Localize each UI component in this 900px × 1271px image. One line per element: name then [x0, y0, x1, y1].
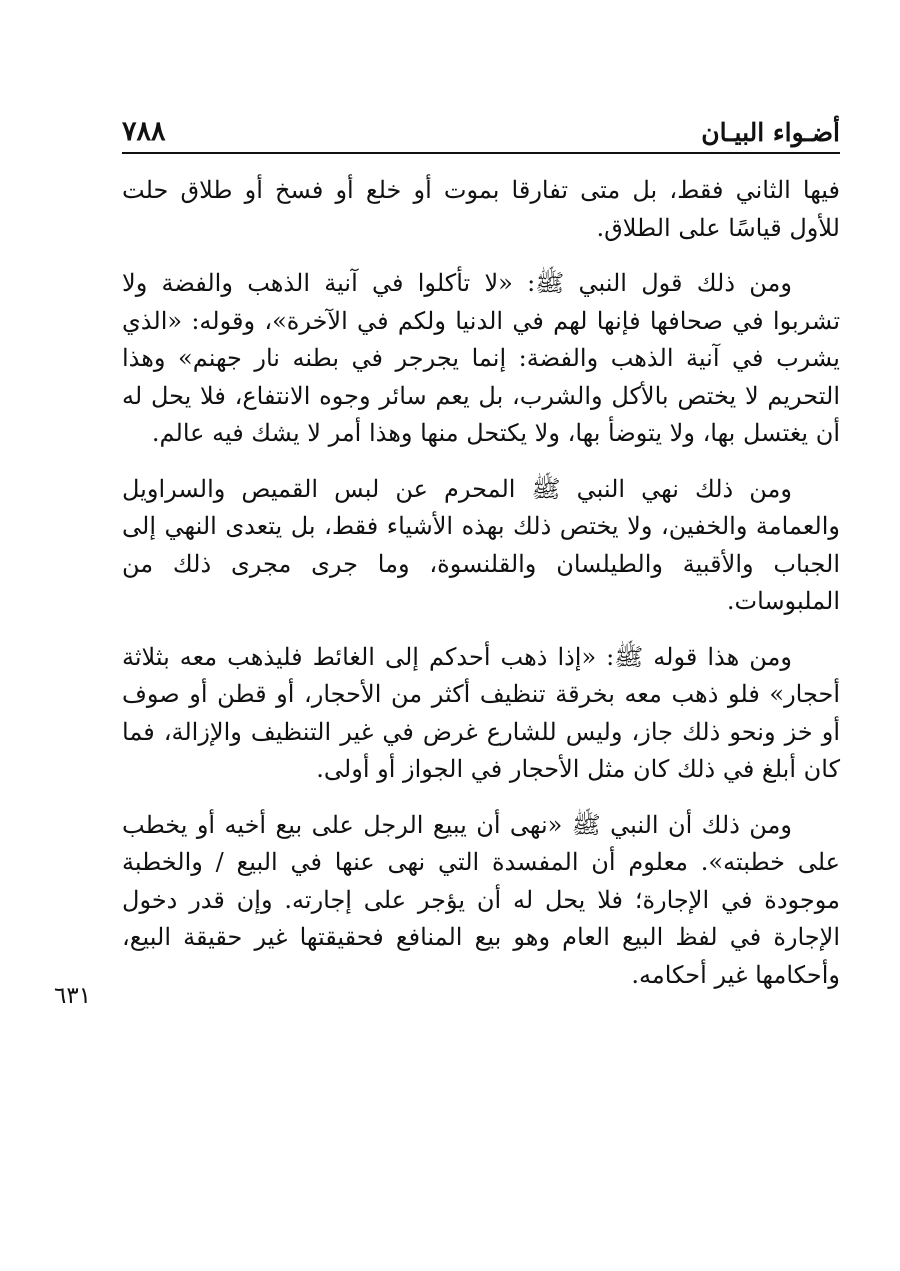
page-number: ٧٨٨ — [122, 116, 166, 147]
margin-page-reference: ٦٣١ — [54, 983, 92, 1009]
header-rule — [122, 152, 840, 154]
paragraph-1: فيها الثاني فقط، بل متى تفارقا بموت أو خلع أو فسخ أو طلاق حلت للأول قياسًا على الطلاق. — [122, 176, 840, 242]
page-body — [122, 172, 840, 1012]
page-header — [122, 112, 840, 152]
running-title: أضـواء البيـان — [701, 118, 840, 147]
paragraph-3: ومن ذلك نهي النبي ﷺ المحرم عن لبس القميص والسراويل والعمامة والخفين، ولا يختص ذلك بهذه الأشياء فقط، بل يتعدى النهي إلى الجباب والأقبية والطيلسان والقلنسوة، وما جرى مجرى ذلك من الملبوسات. — [122, 474, 840, 615]
paragraph-2: ومن ذلك قول النبي ﷺ: «لا تأكلوا في آنية الذهب والفضة ولا تشربوا في صحافها فإنها لهم في الدنيا ولكم في الآخرة»، وقوله: «الذي يشرب في آنية الذهب والفضة: إنما يجرجر في بطنه نار جهنم» وهذا التحريم لا يختص بالأكل والشرب، بل يعم سائر وجوه الانتفاع، فلا يحل له أن يغتسل بها، ولا يتوضأ بها، ولا يكتحل منها وهذا أمر لا يشك فيه عالم. — [122, 269, 840, 447]
paragraph-4: ومن هذا قوله ﷺ: «إذا ذهب أحدكم إلى الغائط فليذهب معه بثلاثة أحجار» فلو ذهب معه بخرقة تنظيف أكثر من الأحجار، أو قطن أو صوف أو خز ونحو ذلك جاز، وليس للشارع غرض في غير التنظيف والإزالة، فما كان أبلغ في ذلك كان مثل الأحجار في الجواز أو أولى. — [122, 642, 840, 783]
paragraph-5: ومن ذلك أن النبي ﷺ «نهى أن يبيع الرجل على بيع أخيه أو يخطب على خطبته». معلوم أن المفسدة التي نهى عنها في البيع / والخطبة موجودة في الإجارة؛ فلا يحل له أن يؤجر على إجارته. وإن قدر دخول الإجارة في لفظ البيع العام وهو بيع المنافع فحقيقتها غير حقيقة البيع، وأحكامها غير أحكامه. — [122, 810, 840, 989]
